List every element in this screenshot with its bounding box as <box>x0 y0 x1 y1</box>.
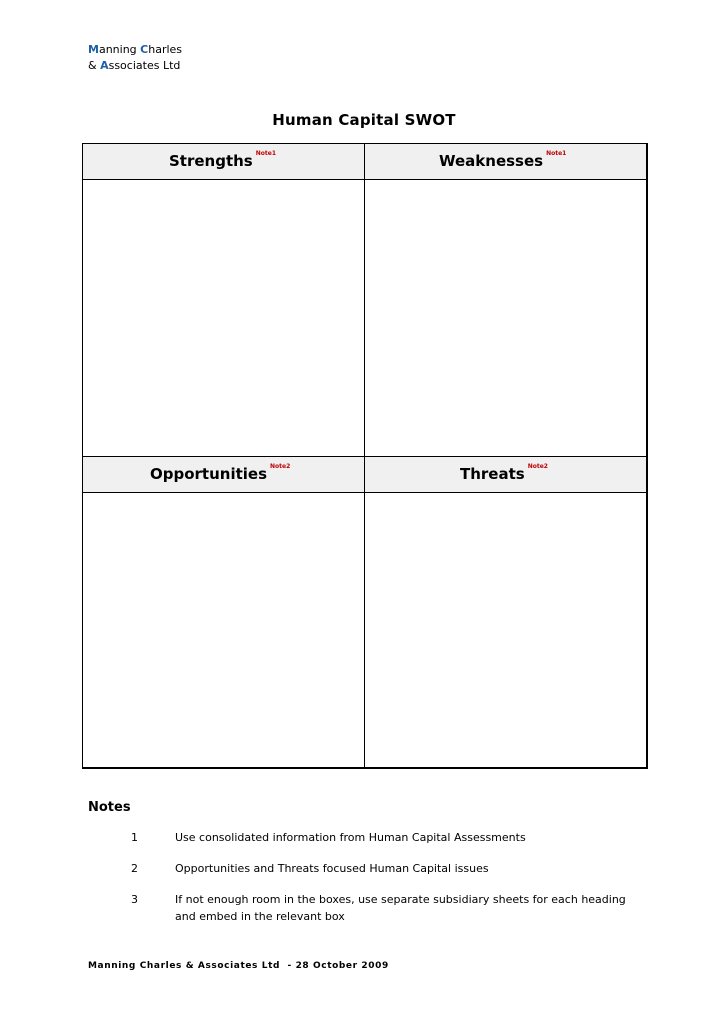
threats-note-marker: Note2 <box>527 463 548 470</box>
strengths-label: Strengths <box>169 152 253 170</box>
opportunities-label: Opportunities <box>150 465 268 483</box>
company-initial-m: M <box>88 43 99 56</box>
company-initial-a: A <box>100 59 109 72</box>
note-text: Use consolidated information from Human Capital Assessments <box>175 831 526 844</box>
company-text: anning <box>98 43 141 56</box>
opportunities-box[interactable] <box>83 493 364 767</box>
page-title: Human Capital SWOT <box>272 111 456 129</box>
company-name-line2 <box>88 58 182 74</box>
company-text: & <box>88 59 101 72</box>
company-name <box>88 42 182 74</box>
strengths-note-marker: Note1 <box>255 150 277 157</box>
threats-label: Threats <box>460 465 525 483</box>
threats-box[interactable] <box>365 493 647 767</box>
footer: Manning Charles & Associates Ltd - 28 October 2009 <box>88 961 389 971</box>
company-initial-c: C <box>140 43 149 56</box>
strengths-heading <box>169 152 276 170</box>
company-text: ssociates Ltd <box>108 59 181 72</box>
company-text: harles <box>148 43 183 56</box>
notes-heading: Notes <box>88 800 131 815</box>
weaknesses-box[interactable] <box>365 180 647 456</box>
opportunities-heading <box>150 465 290 483</box>
weaknesses-label: Weaknesses <box>439 152 544 170</box>
opportunities-note-marker: Note2 <box>270 463 291 470</box>
threats-heading <box>460 465 548 483</box>
company-name-line1 <box>88 42 182 58</box>
note-number: 3 <box>131 893 138 906</box>
note-number: 2 <box>131 862 138 875</box>
note-number: 1 <box>131 831 138 844</box>
swot-grid <box>82 143 648 769</box>
note-text: Opportunities and Threats focused Human Capital issues <box>175 862 489 875</box>
weaknesses-heading <box>439 152 566 170</box>
note-text: If not enough room in the boxes, use separate subsidiary sheets for each heading and embed in the relevant box <box>175 893 626 923</box>
strengths-box[interactable] <box>83 180 364 456</box>
weaknesses-note-marker: Note1 <box>546 150 567 157</box>
